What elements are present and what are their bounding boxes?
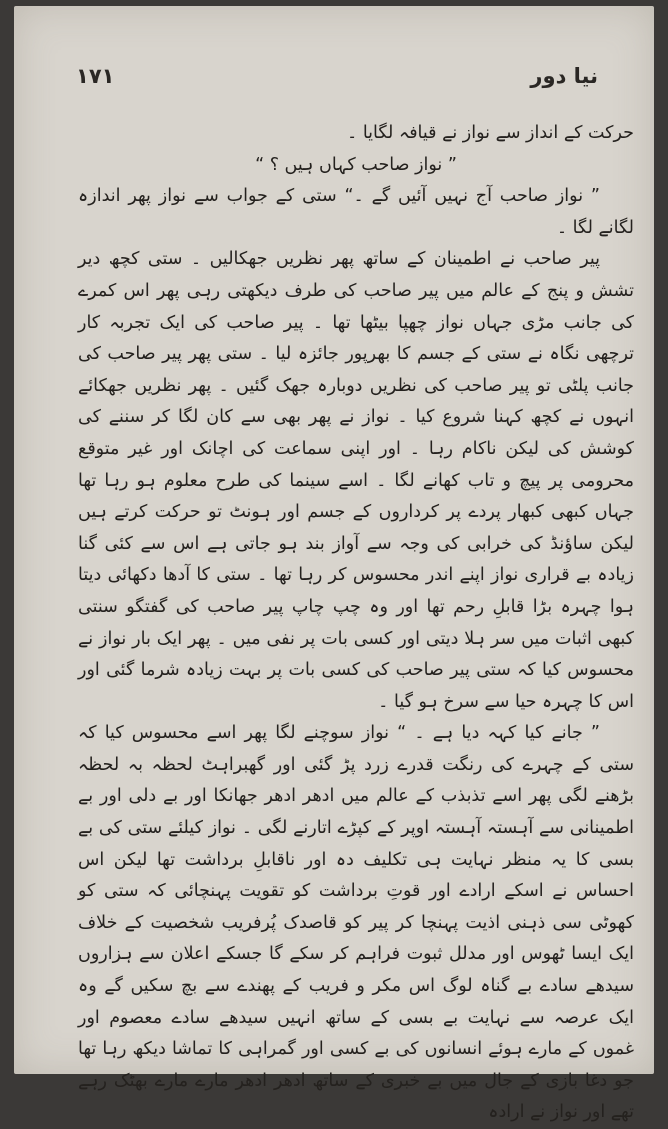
book-page [14, 6, 654, 1123]
paragraph: ” جانے کیا کہہ دیا ہے ۔ “ نواز سوچنے لگا پھر اسے محسوس کیا کہ ستی کے چہرے کی رنگت قدرے زرد پڑ گئی اور گھبراہٹ لحظہ بہ لحظہ بڑھنے لگی پھر اسے تذبذب کے عالم میں ادھر ادھر جھانکا اور بے دلی اور بے اطمینانی سے آہستہ آہستہ اوپر کے کپڑے اتارنے لگی ۔ نواز کیلئے ستی کی بے بسی کا یہ منظر نہایت ہی تکلیف دہ اور ناقابلِ برداشت تھا لیکن اس احساس نے اسکے ارادے اور قوتِ برداشت کو تقویت پہنچائی کہ ستی کو کھوٹی سی ذہنی اذیت پہنچا کر پیر کو قاصدک پُرفریب شخصیت کے خلاف ایک ایسا ٹھوس اور مدلل ثبوت فراہم کر سکے گا جسکے اعلان سے ہزاروں سیدھے سادے بے گناہ لوگ اس مکر و فریب کے پھندے سے بچ سکیں گے وہ ایک عرصہ سے نہایت بے بسی کے ساتھ انہیں سیدھے سادے معصوم اور غموں کے مارے ہوئے انسانوں کی بے کسی اور گمراہی کا تماشا دیکھ رہا تھا جو دغا بازی کے جال میں بے خبری کے ساتھ ادھر ادھر مارے مارے بھٹک رہے تھے اور نواز نے ارادہ [78, 723, 634, 1123]
page-number: ۱۷۱ [76, 64, 115, 88]
page-header [76, 64, 598, 94]
paragraph: پیر صاحب نے اطمینان کے ساتھ پھر نظریں جھکالیں ۔ ستی کچھ دیر تشش و پنج کے عالم میں پیر صاحب کی طرف دیکھتی رہی پھر اس کمرے کی جانب مڑی جہاں نواز چھپا بیٹھا تھا ۔ پیر صاحب کی ایک تجربہ کار ترچھی نگاہ نے ستی کے جسم کا بھرپور جائزہ لیا ۔ ستی پھر پیر صاحب کی جانب پلٹی تو پیر صاحب کی نظریں دوبارہ جھک گئیں ۔ پھر نظریں جھکائے انہوں نے کچھ کہنا شروع کیا ۔ نواز نے پھر بھی سے کان لگا کر سننے کی کوشش کی لیکن ناکام رہا ۔ اور اپنی سماعت کی اچانک اور غیر متوقع محرومی پر پیچ و تاب کھانے لگا ۔ اسے سینما کی طرح معلوم ہو رہا تھا جہاں کبھی کبھار پردے پر کرداروں کے جسم اور ہونٹ تو حرکت کرتے ہیں لیکن ساؤنڈ کی خرابی کی وجہ سے آواز بند ہو جاتی ہے اس سے کئی گنا زیادہ بے قراری نواز اپنے اندر محسوس کر رہا تھا ۔ ستی کا آدھا دکھائی دیتا ہوا چہرہ بڑا قابلِ رحم تھا اور وہ چپ چاپ پیر صاحب کی گفتگو سنتی کبھی اثبات میں سر ہلا دیتی اور کسی بات پر نفی میں ۔ پھر ایک بار نواز نے محسوس کیا کہ ستی پیر صاحب کی کسی بات پر بہت زیادہ شرما گئی اور اس کا چہرہ حیا سے سرخ ہو گیا ۔ [78, 249, 634, 712]
paragraph: حرکت کے انداز سے نواز نے قیافہ لگایا ۔ [347, 123, 634, 143]
body-text [78, 118, 634, 1129]
dialogue-line: ” نواز صاحب کہاں ہیں ؟ “ [255, 154, 457, 175]
dialogue-line: ” نواز صاحب آج نہیں آئیں گے ۔“ ستی کے جواب سے نواز پھر اندازہ لگانے لگا ۔ [78, 186, 634, 238]
running-title: نیا دور [530, 64, 598, 88]
